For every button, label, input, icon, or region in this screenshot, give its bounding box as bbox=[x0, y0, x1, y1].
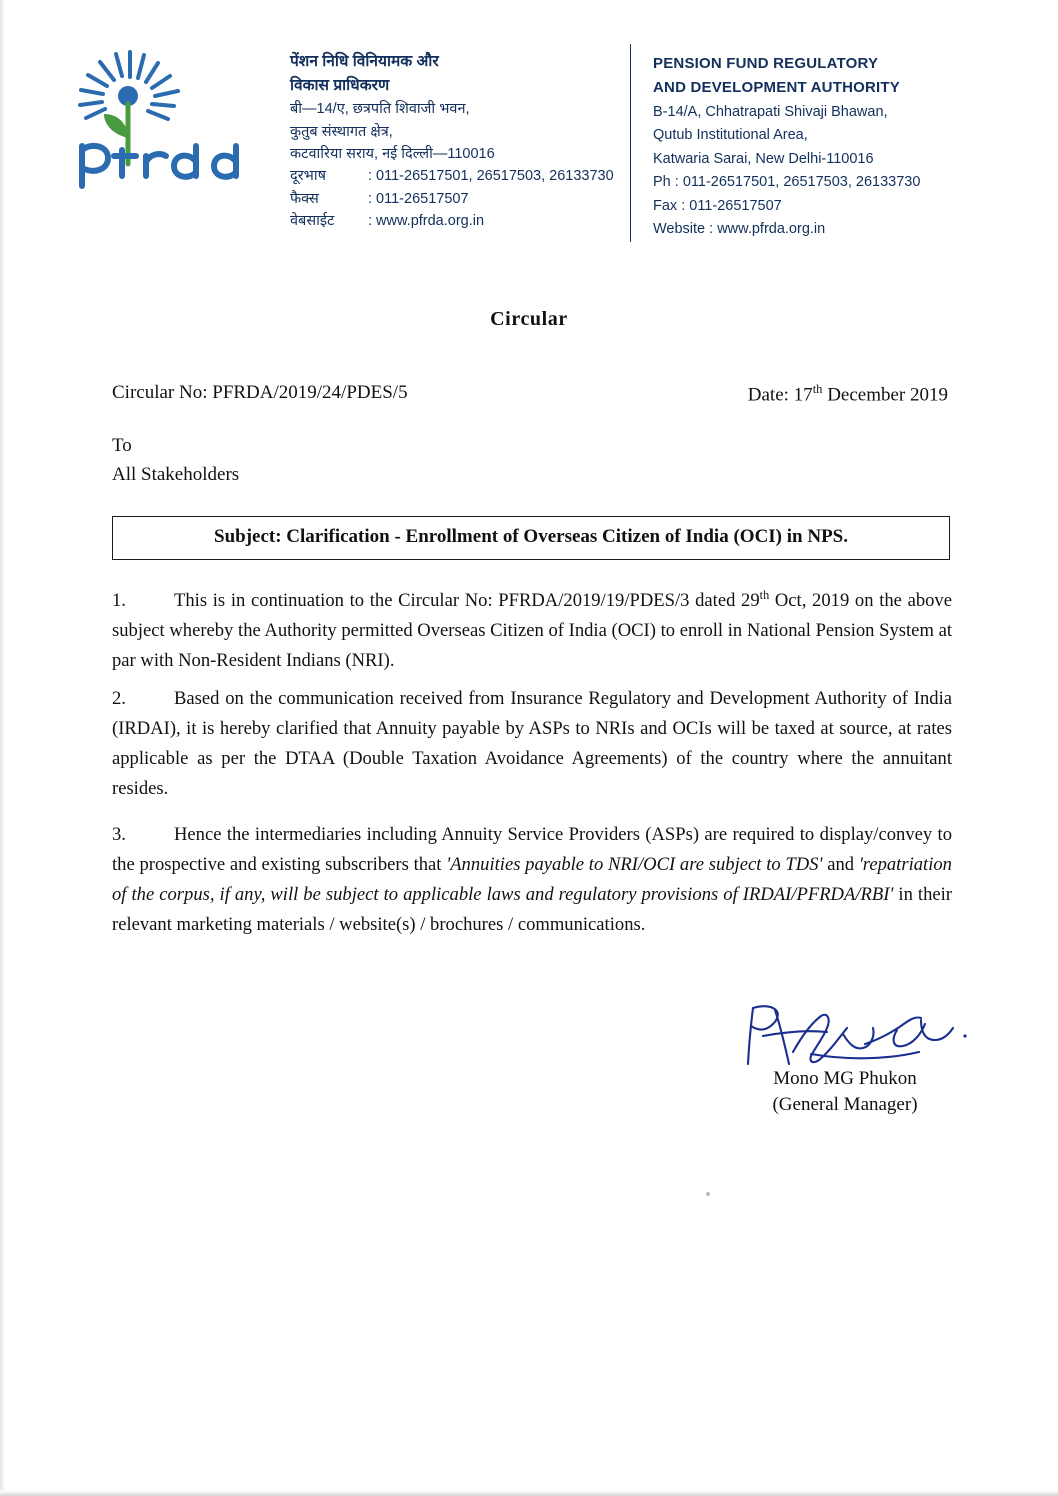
circular-meta bbox=[112, 382, 948, 406]
hindi-org-line2: विकास प्राधिकरण bbox=[290, 77, 390, 95]
paragraph-2-number: 2. bbox=[112, 688, 126, 709]
hindi-web-row bbox=[290, 210, 620, 232]
paragraph-1-text-b: Oct, 2019 on the above subject whereby the Authority permitted Overseas Citizen of India (OCI) to enroll in National Pension System at par with Non-Resident Indians (NRI). bbox=[112, 590, 952, 672]
en-website: Website : www.pfrda.org.in bbox=[653, 221, 826, 238]
paragraph-1-number: 1. bbox=[112, 590, 126, 612]
hindi-phone-value: : 011-26517501, 26517503, 26133730 bbox=[368, 168, 614, 185]
paragraph-2-text: Based on the communication received from Insurance Regulatory and Development Authority of India (IRDAI), it is hereby clarified that Annuity payable by ASPs to NRIs and OCIs will be taxed at source, at rates applicable as per the DTAA (Double Taxation Avoidance Agreements) of the country where the annuitant resides. bbox=[112, 688, 952, 800]
signatory-role: (General Manager) bbox=[772, 1094, 918, 1115]
page-bottom-edge bbox=[0, 1490, 1058, 1496]
pfrda-logo-icon bbox=[60, 46, 260, 196]
address-hindi bbox=[290, 40, 620, 233]
paragraph-3-text-c: in their relevant marketing materials / website(s) / brochures / communications. bbox=[112, 884, 952, 936]
logo-block bbox=[60, 40, 290, 196]
circular-date bbox=[748, 382, 948, 406]
signatory-name: Mono MG Phukon bbox=[773, 1068, 917, 1089]
subject-box bbox=[112, 516, 950, 560]
hindi-addr-line1: बी—14/ए, छत्रपति शिवाजी भवन, bbox=[290, 101, 470, 118]
hindi-phone-row bbox=[290, 165, 620, 187]
paragraph-1-text-a: This is in continuation to the Circular No: PFRDA/2019/19/PDES/3 dated 29 bbox=[174, 590, 760, 612]
en-addr-line2: Qutub Institutional Area, bbox=[653, 127, 808, 144]
paragraph-1 bbox=[112, 586, 952, 677]
hindi-web-value: : www.pfrda.org.in bbox=[368, 213, 485, 230]
en-org-line2: AND DEVELOPMENT AUTHORITY bbox=[653, 79, 900, 97]
hindi-web-label: वेबसाईट bbox=[290, 213, 335, 230]
en-addr-line3: Katwaria Sarai, New Delhi-110016 bbox=[653, 150, 874, 167]
to-recipient: All Stakeholders bbox=[112, 463, 240, 485]
paragraph-3-text-b: and bbox=[822, 854, 859, 876]
date-text: Date: 17 bbox=[747, 384, 813, 406]
page-title: Circular bbox=[490, 308, 568, 330]
signature-block bbox=[700, 990, 990, 1116]
paragraph-1-ordinal: th bbox=[759, 588, 770, 602]
page-left-edge bbox=[0, 0, 5, 1496]
hindi-addr-line3: कटवारिया सराय, नई दिल्ली—110016 bbox=[290, 145, 495, 162]
paragraph-3-number: 3. bbox=[112, 824, 126, 845]
hindi-org-line1: पेंशन निधि विनियामक और bbox=[290, 53, 439, 70]
hindi-phone-label: दूरभाष bbox=[290, 168, 326, 185]
date-rest: December 2019 bbox=[822, 384, 948, 406]
hindi-fax-label: फैक्स bbox=[290, 190, 319, 207]
en-org-line1: PENSION FUND REGULATORY bbox=[653, 55, 879, 72]
address-english bbox=[653, 40, 983, 242]
en-fax: Fax : 011-26517507 bbox=[653, 197, 782, 214]
hindi-fax-value: : 011-26517507 bbox=[368, 190, 469, 207]
letterhead-divider bbox=[630, 44, 631, 242]
paragraph-3-text-a: Hence the intermediaries including Annuity Service Providers (ASPs) are required to display/convey to the prospective and existing subscribers that bbox=[112, 824, 952, 876]
hindi-addr-line2: कुतुब संस्थागत क्षेत्र, bbox=[290, 123, 393, 140]
paragraph-3-italic-a: 'Annuities payable to NRI/OCI are subject to TDS' bbox=[446, 854, 823, 876]
letterhead bbox=[60, 40, 1000, 242]
paragraph-3 bbox=[112, 820, 952, 940]
en-addr-line1: B-14/A, Chhatrapati Shivaji Bhawan, bbox=[653, 103, 888, 120]
date-ordinal: th bbox=[812, 382, 823, 396]
paragraph-3-italic-b: 'repatriation of the corpus, if any, will be subject to applicable laws and regulatory provisions of IRDAI/PFRDA/RBI' bbox=[112, 854, 952, 906]
addressee-block bbox=[112, 432, 239, 489]
circular-number: Circular No: PFRDA/2019/24/PDES/5 bbox=[112, 382, 408, 403]
to-label: To bbox=[112, 435, 132, 456]
hindi-fax-row bbox=[290, 188, 620, 210]
paragraph-2 bbox=[112, 684, 952, 804]
page-speck bbox=[706, 1192, 710, 1196]
subject-text: Subject: Clarification - Enrollment of Overseas Citizen of India (OCI) in NPS. bbox=[214, 526, 848, 547]
en-phone: Ph : 011-26517501, 26517503, 26133730 bbox=[653, 174, 921, 191]
